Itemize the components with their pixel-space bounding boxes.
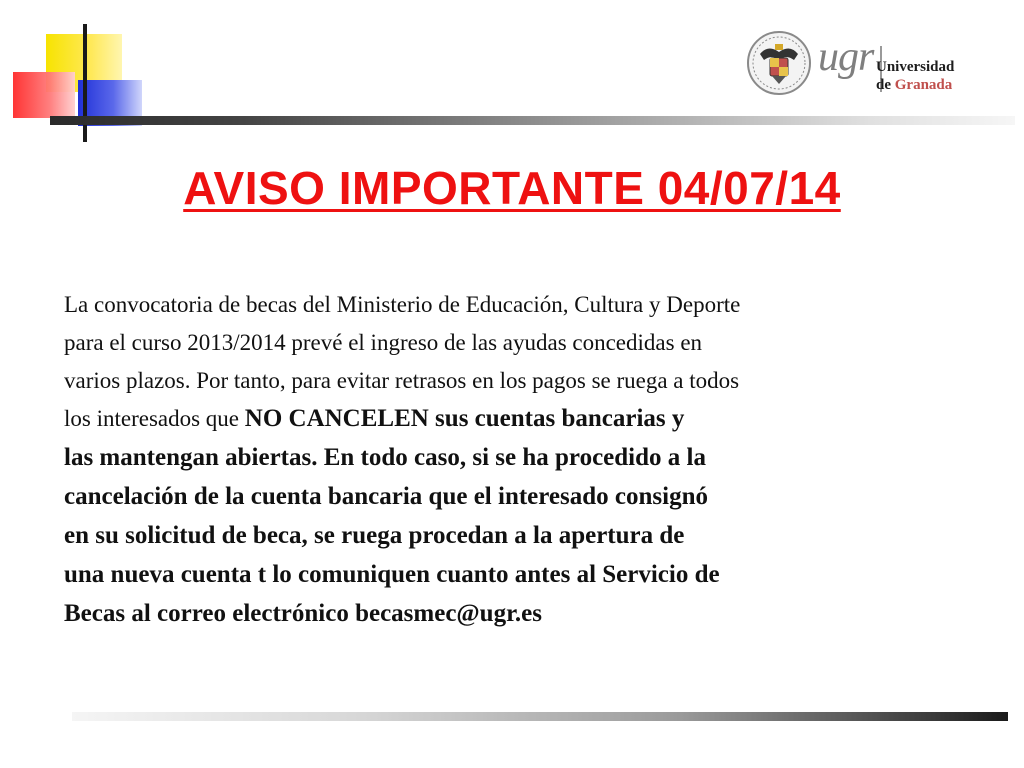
coat-of-arms-icon: [746, 30, 812, 96]
paragraph-text: los interesados que: [64, 406, 245, 431]
paragraph-line: [64, 400, 964, 438]
paragraph-line: Becas al correo electrónico becasmec@ugr.es: [64, 600, 542, 627]
university-logo: [746, 30, 968, 96]
paragraph-line: La convocatoria de becas del Ministerio de Educación, Cultura y Deporte: [64, 292, 741, 317]
logo-city-prefix: de: [876, 77, 891, 93]
emphasis-text: NO CANCELEN sus cuentas bancarias y: [244, 405, 685, 432]
paragraph-line: una nueva cuenta t lo comuniquen cuanto antes al Servicio de: [64, 561, 720, 588]
paragraph-line: las mantengan abiertas. En todo caso, si se ha procedido a la: [64, 444, 706, 471]
notice-paragraph: [64, 286, 964, 633]
paragraph-line: cancelación de la cuenta bancaria que el interesado consignó: [64, 483, 708, 510]
paragraph-line: para el curso 2013/2014 prevé el ingreso de las ayudas concedidas en: [64, 330, 703, 355]
decorative-red-square: [13, 72, 75, 118]
header-divider-line: [50, 116, 1015, 125]
logo-city: Granada: [894, 77, 953, 93]
page-title: AVISO IMPORTANTE 04/07/14: [183, 162, 841, 214]
logo-university-name: Universidad: [876, 59, 955, 75]
logo-wordmark: ugr: [818, 34, 874, 80]
footer-divider-line: [72, 712, 1008, 721]
paragraph-line: en su solicitud de beca, se ruega procedan a la apertura de: [64, 522, 685, 549]
logo-city-name: [876, 76, 952, 94]
paragraph-line: varios plazos. Por tanto, para evitar retrasos en los pagos se ruega a todos: [64, 368, 740, 393]
